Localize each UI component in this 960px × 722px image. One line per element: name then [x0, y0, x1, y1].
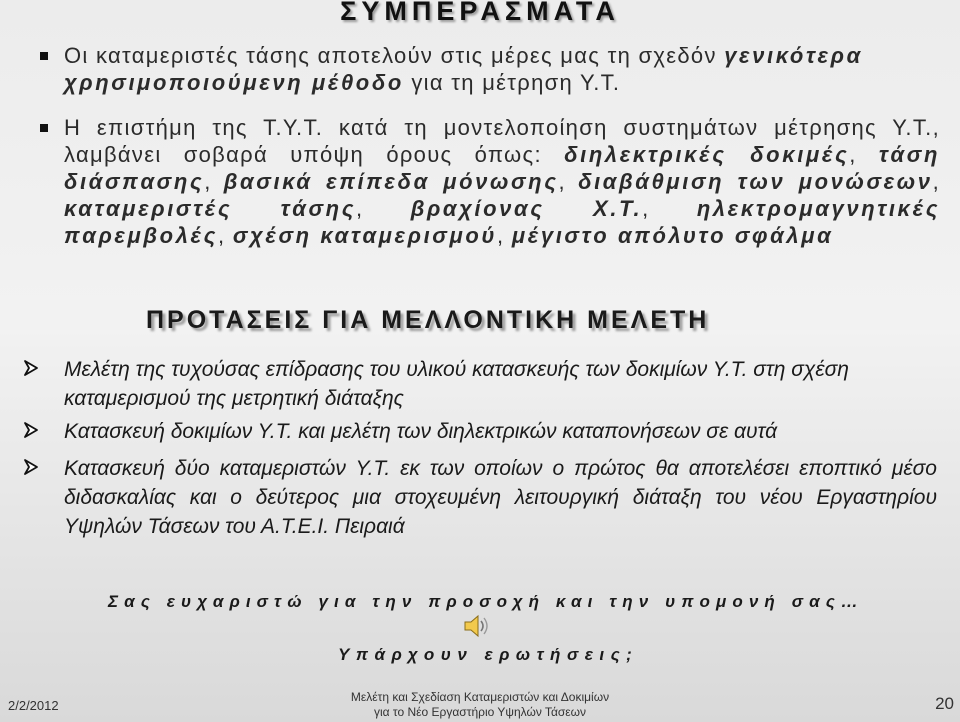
square-bullet-icon [40, 124, 48, 132]
conclusion-item: Οι καταμεριστές τάσης αποτελούν στις μέρες μας τη σχεδόν γενικότερα χρησιμοποιούμενη μέθοδο για τη μέτρηση Υ.Τ. [40, 42, 940, 96]
questions-text: Υπάρχουν ερωτήσεις; [338, 645, 639, 664]
slide-title: ΣΥΜΠΕΡΑΣΜΑΤΑ [340, 0, 620, 26]
proposal-item: Κατασκευή δύο καταμεριστών Υ.Τ. εκ των οποίων ο πρώτος θα αποτελέσει εποπτικό μέσο διδασκαλίας και ο δεύτερος μια στοχευμένη λειτουργική διάταξη του νέου Εργαστηρίου Υψηλών Τάσεων του Α.Τ.Ε.Ι. Πειραιά [22, 454, 937, 541]
arrow-bullet-icon [22, 359, 40, 377]
conclusions-list [40, 42, 940, 267]
footer-date: 2/2/2012 [8, 698, 59, 713]
proposal-item: Μελέτη της τυχούσας επίδρασης του υλικού κατασκευής των δοκιμίων Υ.Τ. στη σχέση καταμερισμού της μετρητική διάταξης [22, 355, 937, 413]
footer-line: για το Νέο Εργαστήριο Υψηλών Τάσεων [373, 705, 587, 719]
square-bullet-icon [40, 52, 48, 60]
arrow-bullet-icon [22, 458, 40, 476]
section-subtitle: ΠΡΟΤΑΣΕΙΣ ΓΙΑ ΜΕΛΛΟΝΤΙΚΗ ΜΕΛΕΤΗ [146, 306, 710, 334]
page-number: 20 [935, 694, 954, 713]
thanks-text: Σας ευχαριστώ για την προσοχή και την υπομονή σας… [108, 592, 864, 611]
footer-title [0, 690, 960, 720]
proposals-list [22, 355, 937, 545]
conclusion-item: Η επιστήμη της Τ.Υ.Τ. κατά τη μοντελοποίηση συστημάτων μέτρησης Υ.Τ., λαμβάνει σοβαρά υπόψη όρους όπως: διηλεκτρικές δοκιμές, τάση διάσπασης, βασικά επίπεδα μόνωσης, διαβάθμιση των μονώσεων, καταμεριστές τάσης, βραχίονας Χ.Τ., ηλεκτρομαγνητικές παρεμβολές, σχέση καταμερισμού, μέγιστο απόλυτο σφάλμα [40, 114, 940, 249]
speaker-icon[interactable] [462, 612, 490, 640]
footer-line: Μελέτη και Σχεδίαση Καταμεριστών και Δοκιμίων [350, 690, 610, 704]
arrow-bullet-icon [22, 421, 40, 439]
proposal-item: Κατασκευή δοκιμίων Υ.Τ. και μελέτη των διηλεκτρικών καταπονήσεων σε αυτά [22, 417, 937, 446]
